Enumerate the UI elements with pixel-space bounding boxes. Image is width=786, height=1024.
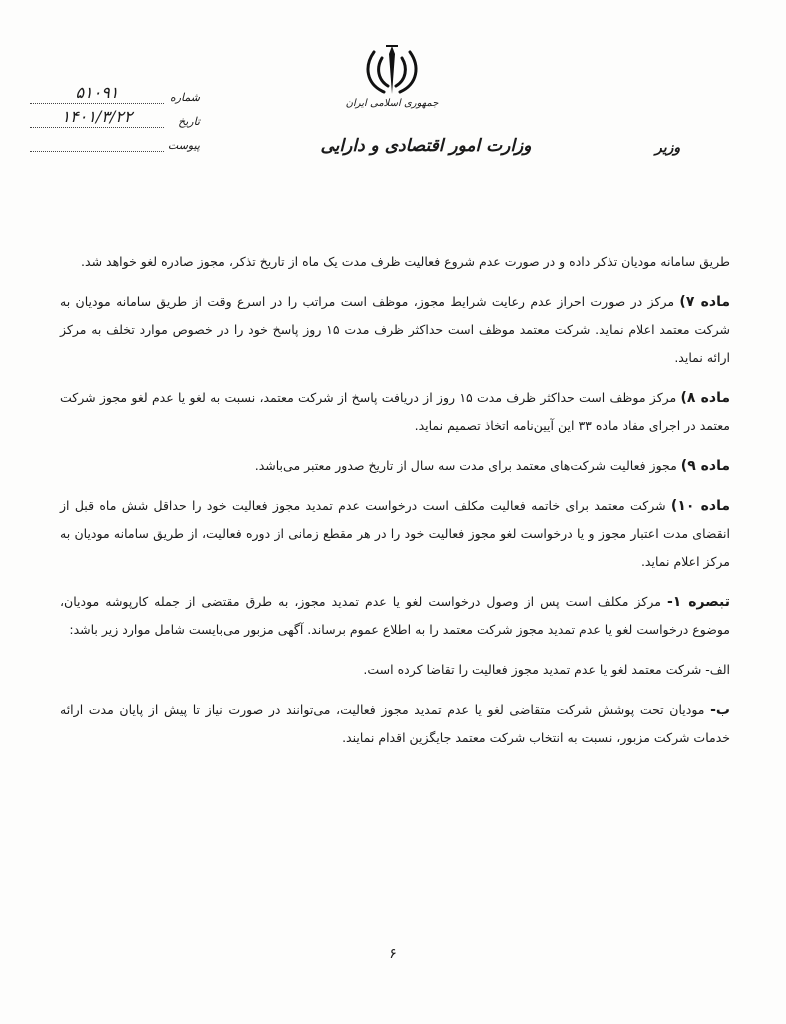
note-1-text: مرکز مکلف است پس از وصول درخواست لغو یا عدم تمدید مجوز، به طرق مقتضی از جمله کارپوشه مودیان، موضوع درخواست لغو یا عدم تمدید مجوز شرکت معتمد را به اطلاع عموم برساند. آگهی مزبور می‌بایست شامل موارد زیر باشد: — [60, 594, 730, 637]
page-number: ۶ — [389, 946, 397, 962]
number-value: ۵۱۰۹۱ — [30, 83, 164, 104]
attachment-row — [30, 128, 200, 152]
number-row — [30, 80, 200, 104]
article-10 — [60, 492, 730, 576]
date-row — [30, 104, 200, 128]
number-label: شماره — [169, 91, 200, 104]
article-7-text: مرکز در صورت احراز عدم رعایت شرایط مجوز، موظف است مراتب را در اسرع وقت از طریق سامانه مودیان به شرکت معتمد اعلام نماید. شرکت معتمد موظف است حداکثر ظرف مدت ۱۵ روز پاسخ خود را در خصوص موارد تخلف به مرکز ارائه نماید. — [60, 294, 730, 365]
article-10-text: شرکت معتمد برای خاتمه فعالیت مکلف است درخواست عدم تمدید مجوز فعالیت خود را حداقل شش ماه قبل از انقضای مدت اعتبار مجوز و یا درخواست لغو مجوز فعالیت خود را در هر مقطع زمانی از دوره فعالیت، از طریق سامانه مودیان به مرکز اعلام نماید. — [60, 498, 730, 569]
article-7 — [60, 288, 730, 372]
sender-title: وزیر — [655, 140, 681, 156]
clause-be-label: ب- — [710, 702, 730, 718]
attachment-value — [30, 136, 164, 152]
article-10-label: ماده ۱۰) — [670, 498, 731, 514]
date-label: تاریخ — [178, 115, 200, 128]
article-8-text: مرکز موظف است حداکثر ظرف مدت ۱۵ روز از دریافت پاسخ از شرکت معتمد، نسبت به لغو یا عدم لغو مجوز شرکت معتمد در اجرای مفاد ماده ۳۳ این آیین‌نامه اتخاذ تصمیم نماید. — [60, 390, 730, 433]
article-8-label: ماده ۸) — [680, 390, 731, 406]
clause-be — [60, 696, 730, 752]
date-value: ۱۴۰۱/۳/۲۲ — [30, 107, 164, 128]
letter-body — [60, 248, 730, 764]
republic-title: جمهوری اسلامی ایران — [345, 98, 439, 109]
article-8 — [60, 384, 730, 440]
attachment-label: پیوست — [167, 139, 200, 152]
clause-alef: الف- شرکت معتمد لغو یا عدم تمدید مجوز فعالیت را تقاضا کرده است. — [363, 662, 730, 677]
note-1 — [60, 588, 730, 644]
ministry-title: وزارت امور اقتصادی و دارایی — [320, 136, 532, 156]
letter-meta — [30, 80, 200, 152]
article-9 — [60, 452, 730, 480]
note-1-label: تبصره ۱- — [666, 594, 730, 610]
article-7-label: ماده ۷) — [679, 294, 730, 310]
paragraph-intro: طریق سامانه مودیان تذکر داده و در صورت عدم شروع فعالیت ظرف مدت یک ماه از تاریخ تذکر، مجوز صادره لغو خواهد شد. — [81, 254, 730, 269]
clause-be-text: مودیان تحت پوشش شرکت متقاضی لغو یا عدم تمدید مجوز فعالیت، می‌توانند در صورت نیاز تا پیش از پایان مدت ارائه خدمات شرکت مزبور، نسبت به انتخاب شرکت معتمد جایگزین اقدام نمایند. — [60, 702, 730, 745]
iran-emblem-icon — [362, 40, 422, 100]
article-9-text: مجوز فعالیت شرکت‌های معتمد برای مدت سه سال از تاریخ صدور معتبر می‌باشد. — [254, 458, 681, 473]
article-9-label: ماده ۹) — [680, 458, 730, 474]
